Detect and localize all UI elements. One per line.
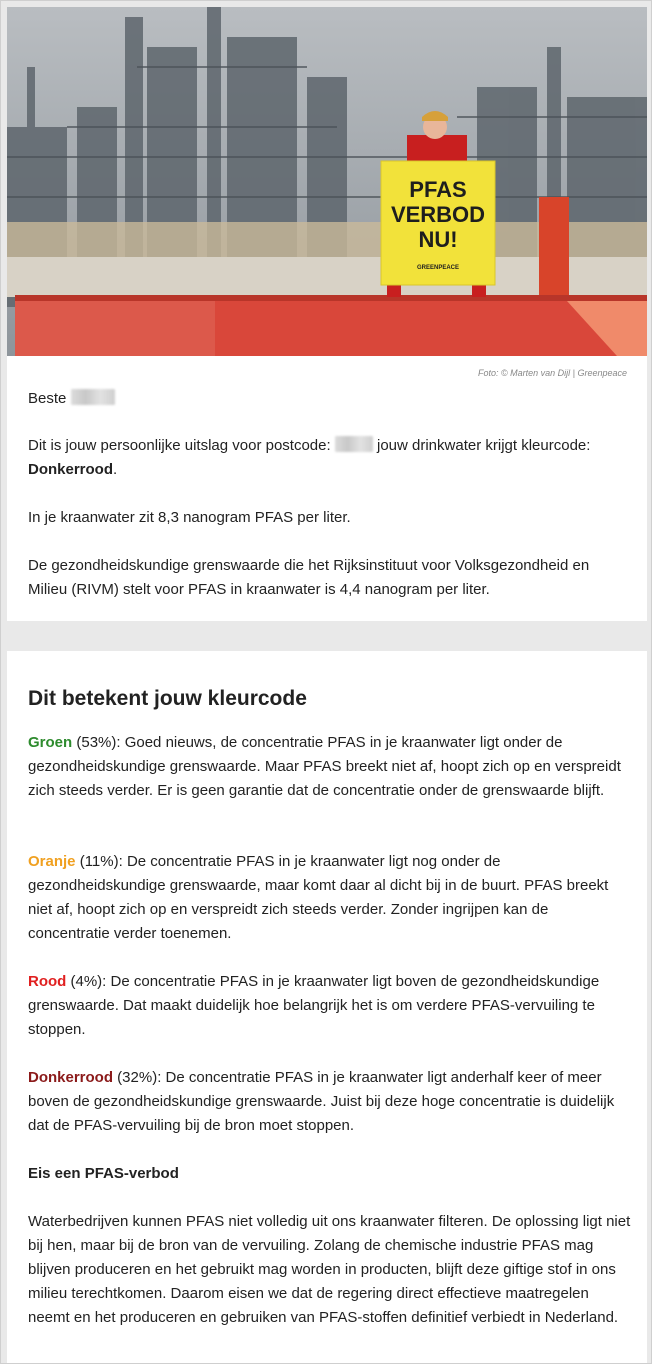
groen-text: Goed nieuws, de concentratie PFAS in je kraanwater ligt onder de gezondheidskundige grenswaarde. Maar PFAS breekt niet af, hoopt zich op en verspreidt zich steeds verder. Er is geen garantie dat de concentratie onder de grenswaarde blijft.: [28, 734, 621, 799]
banner-line3: NU!: [418, 227, 458, 252]
result-period: .: [113, 461, 118, 478]
demand-paragraph: Waterbedrijven kunnen PFAS niet volledig uit ons kraanwater filteren. De oplossing ligt niet bij hen, maar bij de bron van de vervuiling. Zolang de chemische industrie PFAS mag blijven produceren en het gebruikt mag worden in producten, blijft deze giftige stof in ons milieu terechtkomen. Daarom eisen we dat de regering direct effectieve maatregelen neemt en het produceren en gebruiken van PFAS-stoffen definitief verbiedt in Nederland.: [28, 1213, 631, 1326]
meaning-title: Dit betekent jouw kleurcode: [28, 687, 307, 710]
greeting: [28, 387, 632, 411]
donkerrood-label: Donkerrood: [28, 1069, 114, 1086]
rood-label: Rood: [28, 973, 67, 990]
colorcode-value: Donkerrood: [28, 461, 114, 478]
result-mid-text: jouw drinkwater krijgt kleurcode:: [377, 437, 591, 454]
meaning-card: [7, 651, 647, 1363]
oranje-label: Oranje: [28, 853, 76, 870]
oranje-pct: (11%):: [75, 853, 127, 870]
redacted-postcode: [335, 436, 373, 452]
donkerrood-pct: (32%):: [113, 1069, 166, 1086]
rood-pct: (4%):: [66, 973, 111, 990]
rood-paragraph: [28, 970, 632, 1042]
demand-title: Eis een PFAS-verbod: [28, 1165, 179, 1182]
donkerrood-text: De concentratie PFAS in je kraanwater ligt anderhalf keer of meer boven de gezondheidskundige grenswaarde. Juist bij deze hoge concentratie is duidelijk dat de PFAS-vervuiling bij de bron moet stoppen.: [28, 1069, 615, 1134]
oranje-text: De concentratie PFAS in je kraanwater ligt nog onder de gezondheidskundige grenswaarde, maar komt daar al dicht bij in de buurt. PFAS breekt niet af, hoopt zich op en verspreidt zich steeds verder. Zonder ingrijpen kan de concentratie verder toenemen.: [28, 853, 609, 942]
rood-text: De concentratie PFAS in je kraanwater ligt boven de gezondheidskundige grenswaarde. Dat maakt duidelijk hoe belangrijk het is om verdere PFAS-vervuiling te stoppen.: [28, 973, 600, 1038]
photo-caption: Foto: © Marten van Dijl | Greenpeace: [477, 368, 627, 378]
redacted-name: [71, 389, 115, 405]
result-pre-text: Dit is jouw persoonlijke uitslag voor postcode:: [28, 437, 331, 454]
hero-photo: [7, 7, 647, 356]
groen-label: Groen: [28, 734, 73, 751]
result-paragraph: [28, 434, 632, 482]
limit-paragraph: De gezondheidskundige grenswaarde die het Rijksinstituut voor Volksgezondheid en Milieu (RIVM) stelt voor PFAS in kraanwater is 4,4 nanogram per liter.: [28, 557, 590, 598]
banner-line2: VERBOD: [390, 202, 486, 227]
greeting-text: Beste: [28, 390, 67, 407]
amount-paragraph: In je kraanwater zit 8,3 nanogram PFAS per liter.: [28, 509, 351, 526]
banner-line1: PFAS: [409, 177, 467, 202]
groen-pct: (53%):: [72, 734, 125, 751]
result-card: [7, 7, 647, 621]
oranje-paragraph: [28, 850, 632, 946]
donkerrood-paragraph: [28, 1066, 632, 1138]
refinery-photo: [7, 7, 647, 356]
groen-paragraph: [28, 731, 632, 803]
banner-brand: GREENPEACE: [416, 265, 460, 271]
